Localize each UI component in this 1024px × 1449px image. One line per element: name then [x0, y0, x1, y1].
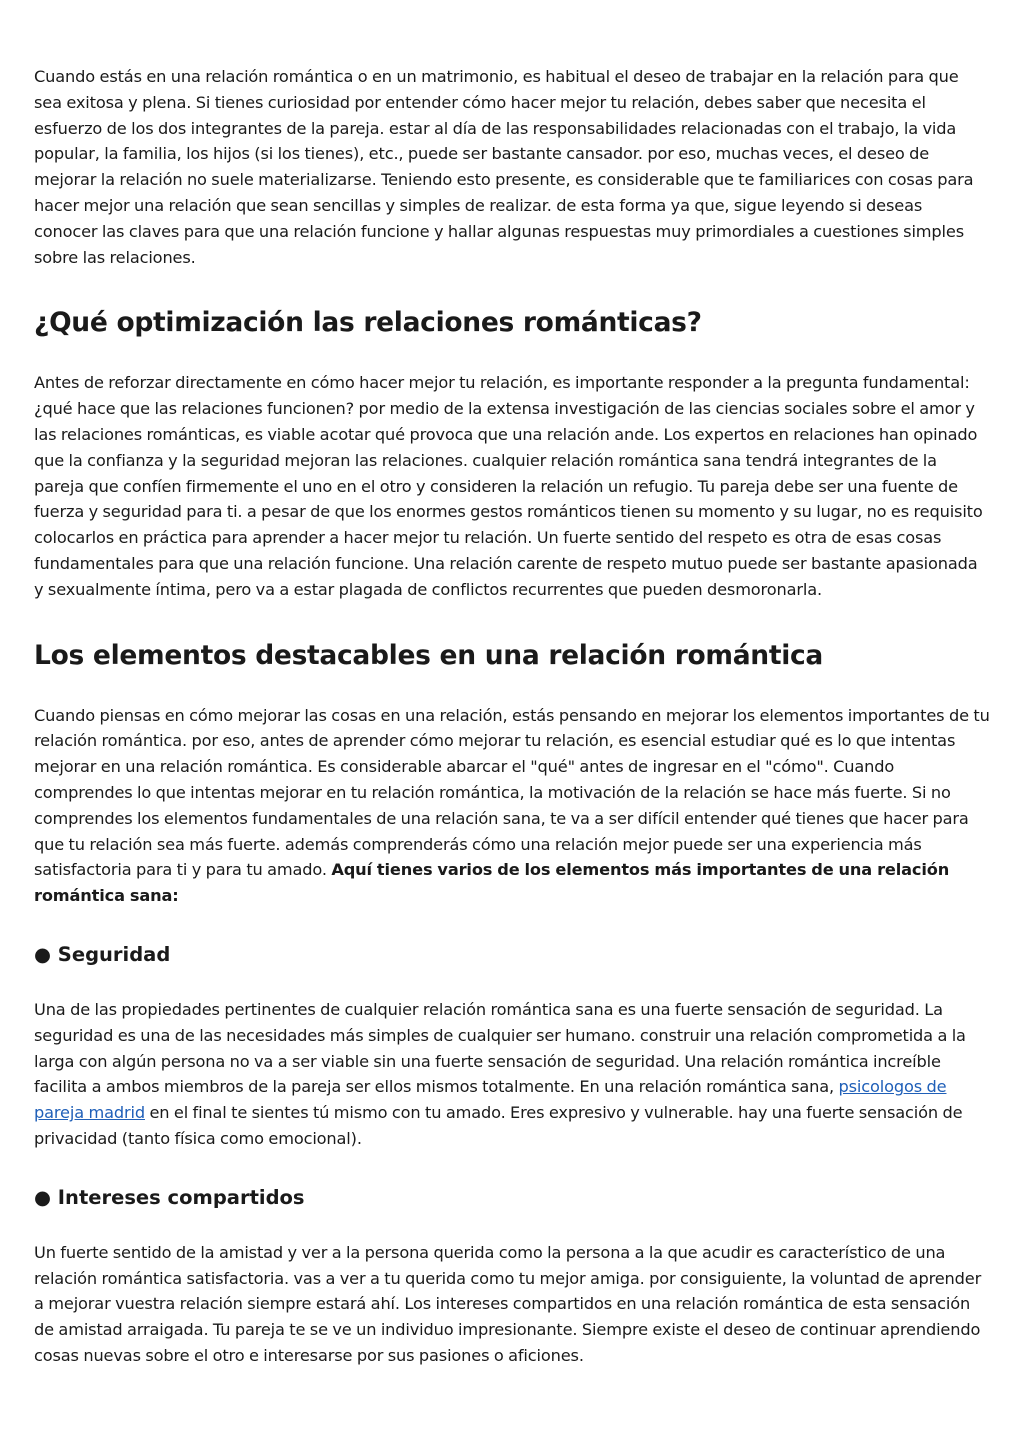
section-paragraph-elementos — [34, 703, 990, 909]
section-paragraph-optimizacion: Antes de reforzar directamente en cómo hacer mejor tu relación, es importante responder a la pregunta fundamental: ¿qué hace que las relaciones funcionen? por medio de la extensa investigación de las ciencias sociales sobre el amor y las relaciones románticas, es viable acotar qué provoca que una relación ande. Los expertos en relaciones han opinado que la confianza y la seguridad mejoran las relaciones. cualquier relación romántica sana tendrá integrantes de la pareja que confíen firmemente el uno en el otro y consideren la relación un refugio. Tu pareja debe ser una fuente de fuerza y seguridad para ti. a pesar de que los enormes gestos románticos tienen su momento y su lugar, no es requisito colocarlos en práctica para aprender a hacer mejor tu relación. Un fuerte sentido del respeto es otra de esas cosas fundamentales para que una relación funcione. Una relación carente de respeto mutuo puede ser bastante apasionada y sexualmente íntima, pero va a estar plagada de conflictos recurrentes que pueden desmoronarla. — [34, 373, 983, 599]
section-heading-optimizacion: ¿Qué optimización las relaciones románticas? — [34, 307, 702, 339]
psicologos-link[interactable]: psicologos de pareja madrid — [34, 1077, 947, 1123]
elementos-body-text: Cuando piensas en cómo mejorar las cosas en una relación, estás pensando en mejorar los elementos importantes de tu relación romántica. por eso, antes de aprender cómo mejorar tu relación, es esencial estudiar qué es lo que intentas mejorar en una relación romántica. Es considerable abarcar el "qué" antes de ingresar en el "cómo". Cuando comprendes lo que intentas mejorar en tu relación romántica, la motivación de la relación se hace más fuerte. Si no comprendes los elementos fundamentales de una relación sana, te va a ser difícil entender qué tienes que hacer para que tu relación sea más fuerte. además comprenderás cómo una relación mejor puede ser una experiencia más satisfactoria para ti y para tu amado. — [34, 705, 990, 880]
seguridad-text-before-link: Una de las propiedades pertinentes de cualquier relación romántica sana es una fuerte sensación de seguridad. La seguridad es una de las necesidades más simples de cualquier ser humano. construir una relación comprometida a la larga con algún persona no va a ser viable sin una fuerte sensación de seguridad. Una relación romántica increíble facilita a ambos miembros de la pareja ser ellos mismos totalmente. En una relación romántica sana, — [34, 999, 966, 1097]
seguridad-text-after-link: en el final te sientes tú mismo con tu amado. Eres expresivo y vulnerable. hay una fuerte sensación de privacidad (tanto física como emocional). — [34, 1103, 963, 1148]
paragraph-intereses: Un fuerte sentido de la amistad y ver a la persona querida como la persona a la que acudir es característico de una relación romántica satisfactoria. vas a ver a tu querida como tu mejor amiga. por consiguiente, la voluntad de aprender a mejorar vuestra relación siempre estará ahí. Los intereses compartidos en una relación romántica de esta sensación de amistad arraigada. Tu pareja te se ve un individuo impresionante. Siempre existe el deseo de continuar aprendiendo cosas nuevas sobre el otro e interesarse por sus pasiones o aficiones. — [34, 1242, 982, 1365]
paragraph-seguridad — [34, 997, 990, 1152]
elementos-bold-text: Aquí tienes varios de los elementos más importantes de una relación romántica sana: — [34, 860, 950, 906]
section-heading-elementos: Los elementos destacables en una relación romántica — [34, 639, 824, 671]
subheading-seguridad: ● Seguridad — [34, 942, 171, 966]
subheading-intereses: ● Intereses compartidos — [34, 1185, 305, 1209]
intro-paragraph: Cuando estás en una relación romántica o en un matrimonio, es habitual el deseo de trabajar en la relación para que sea exitosa y plena. Si tienes curiosidad por entender cómo hacer mejor tu relación, debes saber que necesita el esfuerzo de los dos integrantes de la pareja. estar al día de las responsabilidades relacionadas con el trabajo, la vida popular, la familia, los hijos (si los tienes), etc., puede ser bastante cansador. por eso, muchas veces, el deseo de mejorar la relación no suele materializarse. Teniendo esto presente, es considerable que te familiarices con cosas para hacer mejor una relación que sean sencillas y simples de realizar. de esta forma ya que, sigue leyendo si deseas conocer las claves para que una relación funcione y hallar algunas respuestas muy primordiales a cuestiones simples sobre las relaciones. — [34, 67, 974, 267]
